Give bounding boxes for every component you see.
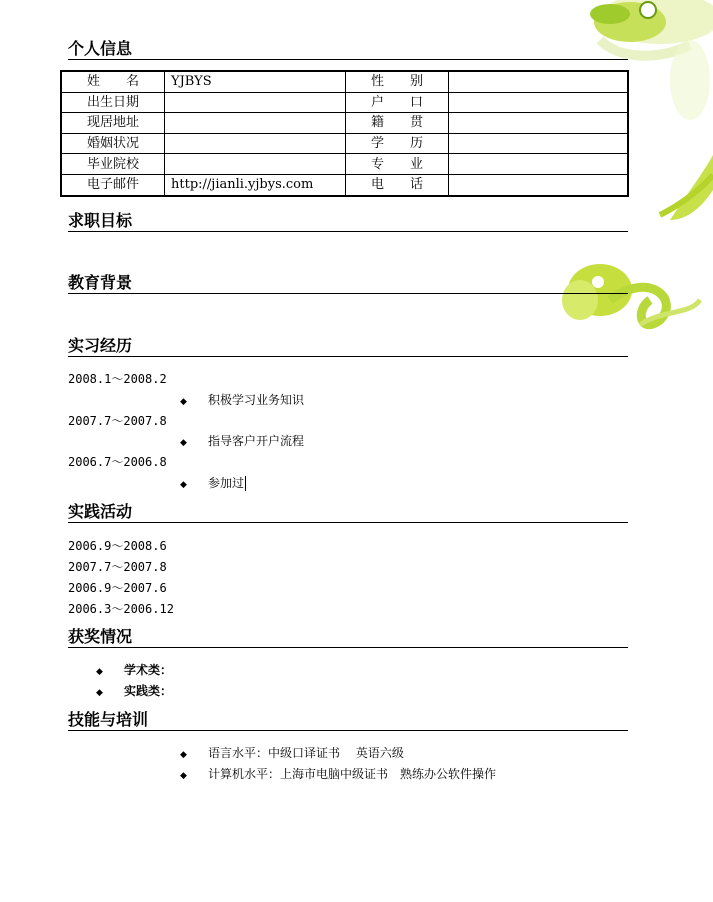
major-label: 专 业 — [346, 154, 449, 175]
section-title-skills: 技能与培训 — [68, 711, 628, 731]
birthdate-label: 出生日期 — [61, 92, 165, 113]
internship-date-2: 2007.7～2007.8 — [68, 414, 167, 428]
practice-date-1: 2006.9～2008.6 — [68, 539, 167, 553]
list-item — [180, 474, 246, 491]
internship-item-3[interactable]: 参加过 — [208, 476, 245, 490]
bullet-icon: ◆ — [180, 750, 187, 760]
hukou-value — [449, 92, 629, 113]
list-item — [180, 432, 304, 449]
practice-date-3: 2006.9～2007.6 — [68, 581, 167, 595]
degree-label: 学 历 — [346, 133, 449, 154]
section-title-practice: 实践活动 — [68, 503, 628, 523]
list-item — [180, 765, 496, 782]
major-value — [449, 154, 629, 175]
section-title-personal: 个人信息 — [68, 40, 628, 60]
name-value: YJBYS — [165, 71, 346, 92]
bullet-icon: ◆ — [180, 771, 187, 781]
table-row — [61, 174, 628, 195]
bullet-icon: ◆ — [180, 438, 187, 448]
bullet-icon: ◆ — [180, 480, 187, 490]
section-title-objective: 求职目标 — [68, 212, 628, 232]
award-academic: 学术类： — [124, 663, 173, 677]
internship-date-1: 2008.1～2008.2 — [68, 372, 167, 386]
list-item — [180, 391, 304, 408]
birthdate-value — [165, 92, 346, 113]
table-row — [61, 113, 628, 134]
section-title-internship: 实习经历 — [68, 337, 628, 357]
hukou-label: 户 口 — [346, 92, 449, 113]
table-row — [61, 133, 628, 154]
skill-language: 语言水平：中级口译证书 英语六级 — [208, 746, 404, 760]
practice-date-4: 2006.3～2006.12 — [68, 602, 174, 616]
table-row — [61, 71, 628, 92]
native-place-value — [449, 113, 629, 134]
personal-info-table — [60, 70, 629, 197]
gender-label: 性 别 — [346, 71, 449, 92]
text-cursor — [245, 476, 246, 491]
bullet-icon: ◆ — [96, 688, 103, 698]
bullet-icon: ◆ — [96, 667, 103, 677]
skill-computer: 计算机水平：上海市电脑中级证书 熟练办公软件操作 — [208, 767, 497, 781]
address-label: 现居地址 — [61, 113, 165, 134]
list-item — [96, 682, 172, 699]
section-title-education: 教育背景 — [68, 274, 628, 294]
table-row — [61, 92, 628, 113]
list-item — [180, 744, 404, 761]
degree-value — [449, 133, 629, 154]
award-practice: 实践类： — [124, 684, 173, 698]
internship-date-3: 2006.7～2006.8 — [68, 455, 167, 469]
email-label: 电子邮件 — [61, 174, 165, 195]
school-label: 毕业院校 — [61, 154, 165, 175]
section-title-awards: 获奖情况 — [68, 628, 628, 648]
internship-item-1: 积极学习业务知识 — [208, 393, 305, 407]
address-value — [165, 113, 346, 134]
marital-label: 婚姻状况 — [61, 133, 165, 154]
name-label: 姓 名 — [61, 71, 165, 92]
table-row — [61, 154, 628, 175]
practice-date-2: 2007.7～2007.8 — [68, 560, 167, 574]
phone-label: 电 话 — [346, 174, 449, 195]
native-place-label: 籍 贯 — [346, 113, 449, 134]
school-value — [165, 154, 346, 175]
phone-value — [449, 174, 629, 195]
internship-item-2: 指导客户开户流程 — [208, 434, 305, 448]
marital-value — [165, 133, 346, 154]
gender-value — [449, 71, 629, 92]
list-item — [96, 661, 172, 678]
bullet-icon: ◆ — [180, 397, 187, 407]
email-value: http://jianli.yjbys.com — [165, 174, 346, 195]
